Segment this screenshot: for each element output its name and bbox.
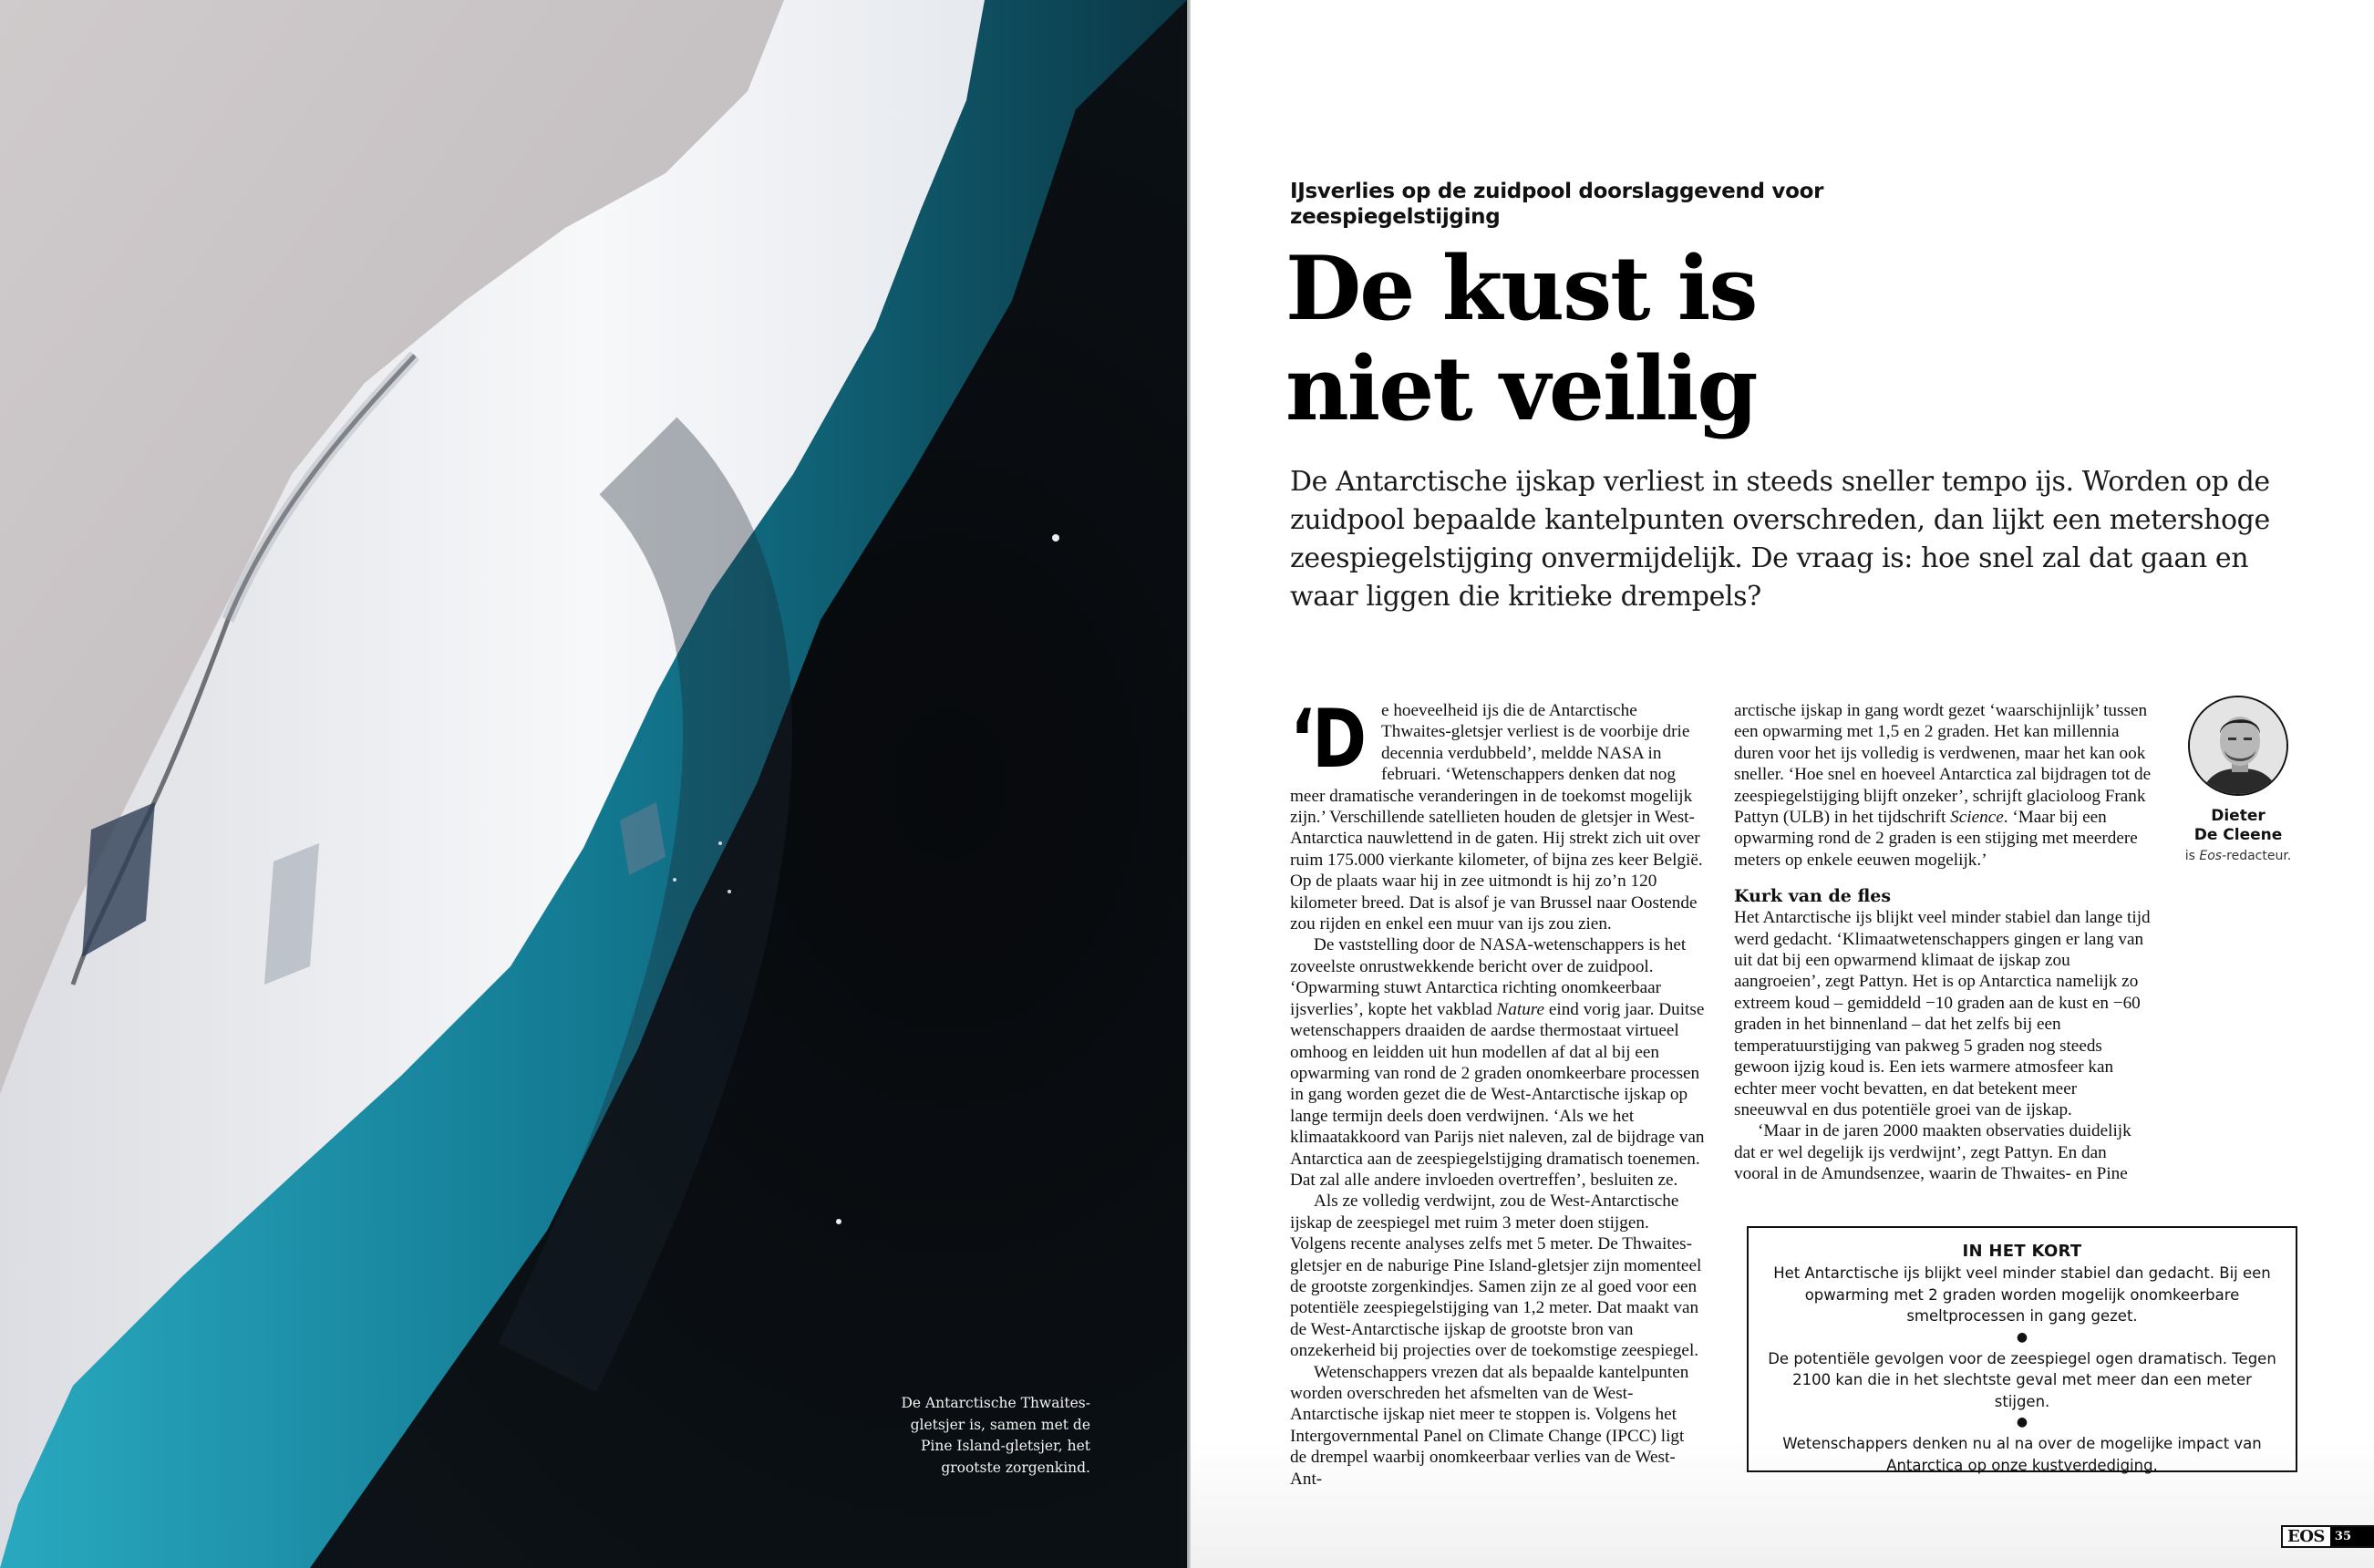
author-role: is Eos-redacteur. [2184, 849, 2292, 863]
summary-item: Wetenschappers denken nu al na over de mogelijke impact van Antarctica op onze kustverdediging. [1782, 1435, 2262, 1474]
magazine-brand: EOS [2287, 1527, 2325, 1546]
page-footer [2281, 1525, 2374, 1548]
body-paragraph: De vaststelling door de NASA-wetenschappers is het zoveelste onrustwekkende bericht over de zuidpool. ‘Opwarming stuwt Antarctica richting onomkeerbaar ijsverlies’, kopte het vakblad Nature eind vorig jaar. Duitse wetenschappers draaiden de aardse thermostaat virtueel omhoog en leidden uit hun modellen af dat al bij een opwarming van rond de 2 graden onomkeerbare processen in gang worden gezet die de West-Antarctische ijskap op lange termijn deels doen verdwijnen. ‘Als we het klimaatakkoord van Parijs niet naleven, zal de bijdrage van Antarctica aan de zeespiegelstijging dramatisch toenemen. Dat zal alle andere invloeden overtreffen’, besluiten ze. [1290, 935, 1705, 1190]
article-kicker: IJsverlies op de zuidpool doorslaggevend voor zeespiegelstijging [1290, 180, 1824, 229]
summary-box [1747, 1226, 2297, 1472]
article-headline [1285, 239, 2106, 439]
body-column-1 [1290, 692, 1705, 1490]
summary-item: De potentiële gevolgen voor de zeespiegel ogen dramatisch. Tegen 2100 kan die in het slechtste geval met meer dan een meter stijgen. [1768, 1349, 2276, 1410]
article-intro: De Antarctische ijskap verliest in steeds sneller tempo ijs. Worden op de zuidpool bepaalde kantelpunten overschreden, dan lijkt een metershoge zeespiegelstijging onvermijdelijk. De vraag is: hoe snel zal dat gaan en waar liggen die kritieke drempels? [1290, 466, 2270, 613]
author-name: Dieter De Cleene [2193, 807, 2283, 844]
photo-caption: De Antarctische Thwaites-gletsjer is, samen met de Pine Island-gletsjer, het grootste zorgenkind. [901, 1395, 1090, 1476]
headline-line-1: De kust is [1285, 237, 1757, 340]
drop-cap: ‘D [1290, 692, 1364, 786]
headline-line-2: niet veilig [1285, 337, 1757, 440]
body-paragraph: ‘Maar in de jaren 2000 maakten observaties duidelijk dat er wel degelijk ijs verdwijnt’, zegt Pattyn. En dan vooral in de Amundsenzee, waarin de Thwaites- en Pine [1734, 1121, 2131, 1184]
bullet-icon: ● [2016, 1415, 2028, 1429]
author-avatar [2188, 696, 2288, 796]
publication-name: Science [1950, 808, 2004, 828]
author-portrait-icon [2190, 697, 2288, 796]
body-paragraph: Als ze volledig verdwijnt, zou de West-Antarctische ijskap de zeespiegel met ruim 3 meter doen stijgen. Volgens recente analyses zelfs met 5 meter. De Thwaites-gletsjer en de naburige Pine Island-gletsjer zijn momenteel de grootste zorgenkindjes. Samen zijn ze al goed voor een potentiële zeespiegelstijging van 1,2 meter. Dat maakt van de West-Antarctische ijskap de grootste bron van onzekerheid bij projecties over de toekomstige zeespiegel. [1290, 1191, 1702, 1361]
summary-title: IN HET KORT [1962, 1242, 2082, 1261]
body-paragraph: arctische ijskap in gang wordt gezet ‘waarschijnlijk’ tussen een opwarming met 1,5 en 2 graden. Het kan millennia duren voor het ijs volledig is verdwenen, maar het kan ook sneller. ‘Hoe snel en hoeveel Antarctica zal bijdragen tot de zeespiegelstijging blijft onzeker’, schrijft glacioloog Frank Pattyn (ULB) in het tijdschrift Science. ‘Maar bij een opwarming rond de 2 graden is een stijging met meerdere meters op enkele eeuwen mogelijk.’ [1734, 701, 2152, 870]
section-subheading: Kurk van de fles [1734, 886, 1892, 907]
publication-name: Nature [1496, 999, 1545, 1019]
author-byline [2183, 696, 2293, 865]
bullet-icon: ● [2016, 1329, 2028, 1345]
page-number: 35 [2330, 1527, 2374, 1546]
body-paragraph: ‘D e hoeveelheid ijs die de Antarctische Thwaites-gletsjer verliest is de voorbije drie decennia verdubbeld’, meldde NASA in februari. ‘Wetenschappers denken dat nog meer dramatische veranderingen in de toekomst mogelijk zijn.’ Verschillende satellieten houden de gletsjer in West-Antarctica nauwlettend in de gaten. Hij strekt zich uit over ruim 175.000 vierkante kilometer, of bijna zes keer België. Op de plaats waar hij in zee uitmondt is hij zo’n 120 kilometer breed. Dat is alsof je van Brussel naar Oostende zou rijden en enkel een muur van ijs zou zien. [1290, 692, 1703, 934]
body-column-2 [1734, 700, 2153, 1185]
body-paragraph: Het Antarctische ijs blijkt veel minder stabiel dan lange tijd werd gedacht. ‘Klimaatwetenschappers gingen er lang van uit dat bij een opwarmend klimaat de ijskap zou aangroeien’, zegt Pattyn. Het is op Antarctica namelijk zo extreem koud – gemiddeld −10 graden aan de kust en −60 graden in het binnenland – dat het zelfs bij een temperatuurstijging van pakweg 5 graden nog steeds gewoon ijzig koud is. Een iets warmere atmosfeer kan echter meer vocht bevatten, en dat betekent meer sneeuwval en dus potentiële groei van de ijskap. [1734, 908, 2151, 1119]
body-paragraph: Wetenschappers vrezen dat als bepaalde kantelpunten worden overschreden het afsmelten van de West-Antarctische ijskap niet meer te stoppen is. Volgens het Intergovernmental Panel on Climate Change (IPCC) ligt de drempel waarbij onomkeerbaar verlies van de West-Ant- [1290, 1362, 1689, 1489]
summary-item: Het Antarctische ijs blijkt veel minder stabiel dan gedacht. Bij een opwarming met 2 graden worden mogelijk onomkeerbare smeltprocessen in gang gezet. [1773, 1264, 2271, 1325]
